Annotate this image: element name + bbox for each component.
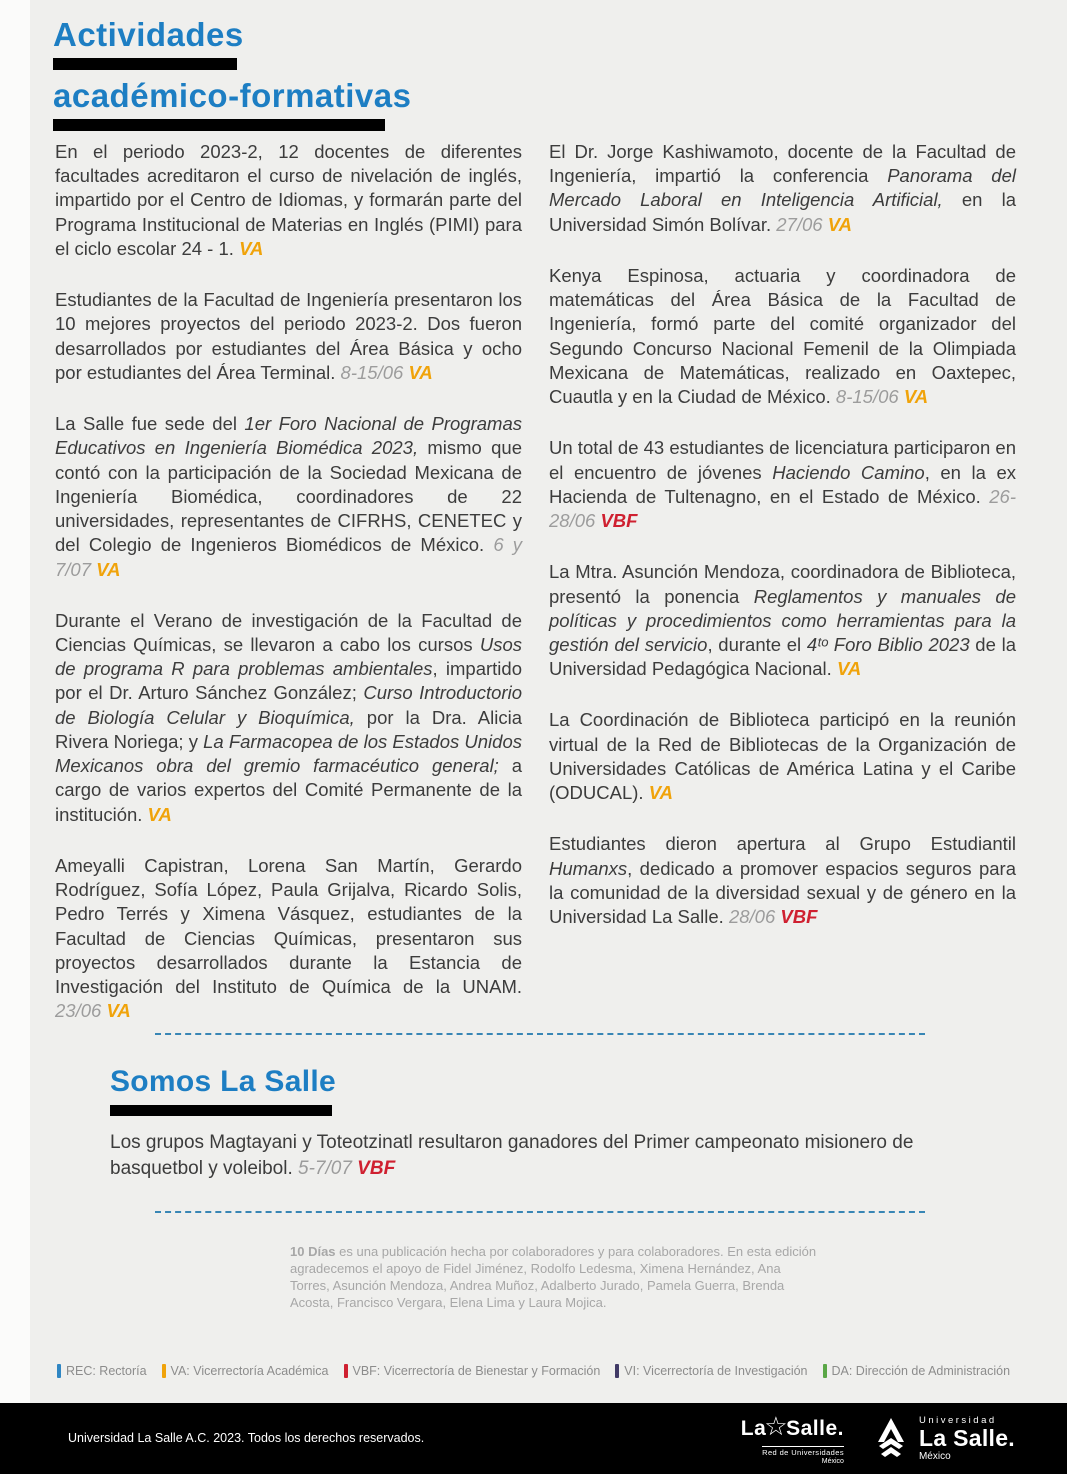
text-segment: Estudiantes dieron apertura al Grupo Estudiantil <box>549 833 1016 855</box>
text-segment: Haciendo Camino <box>772 461 925 483</box>
text-segment: Durante el Verano de investigación de la Facultad de Ciencias Químicas, se llevaron a cabo los cursos <box>55 609 522 655</box>
page-title-line1: Actividades <box>53 16 244 53</box>
date-label: 23/06 <box>55 1000 107 1022</box>
logo-text: Salle. <box>786 1416 844 1440</box>
section-header-actividades <box>53 18 411 131</box>
article-paragraph <box>549 264 1016 409</box>
article-paragraph <box>55 854 522 1024</box>
legend-label: REC: Rectoría <box>65 1364 147 1378</box>
legend-label: VI: Vicerrectoría de Investigación <box>624 1364 808 1378</box>
date-label: 26-28/06 <box>549 485 1016 532</box>
logo-subtitle: Red de Universidades <box>762 1448 844 1457</box>
text-segment: Los grupos Magtayani y Toteotzinatl resultaron ganadores del Primer campeonato misionero de basquetbol y voleibol. <box>110 1132 914 1179</box>
text-segment: 1er Foro Nacional de Programas Educativos en Ingeniería Biomédica 2023, <box>55 413 522 459</box>
legend-color-bar <box>344 1364 348 1378</box>
logo-text: México <box>918 1451 951 1463</box>
copyright-text: Universidad La Salle A.C. 2023. Todos los derechos reservados. <box>68 1431 425 1445</box>
article-paragraph <box>55 412 522 582</box>
org-code: VBF <box>357 1157 396 1179</box>
article-paragraph <box>549 560 1016 681</box>
universidad-lasalle-logo <box>870 1416 1015 1463</box>
page-edge-strip <box>0 0 30 1403</box>
credits-paragraph <box>290 1243 818 1312</box>
article-column-right <box>549 140 1016 1051</box>
text-segment: La Salle fue sede del <box>55 413 245 435</box>
lasalle-network-wordmark <box>741 1413 844 1444</box>
text-segment: en la Universidad Simón Bolívar. <box>549 189 1016 235</box>
text-segment: Estudiantes de la Facultad de Ingeniería presentaron los 10 mejores proyectos del periodo 2023-2. Dos fueron desarrollados por estudiantes del Área Básica y ocho por estudiantes del Área Terminal. <box>55 289 522 383</box>
text-segment: El Dr. Jorge Kashiwamoto, docente de la Facultad de Ingeniería, impartió la conferencia <box>549 141 1016 187</box>
text-segment: Curso Introductorio de Biología Celular y Bioquímica, <box>55 682 522 728</box>
title-underline-bar <box>53 58 237 70</box>
dashed-divider <box>155 1033 925 1035</box>
section-title-underline-bar <box>110 1105 332 1116</box>
org-code: VA <box>96 558 121 580</box>
article-paragraph <box>55 140 522 261</box>
text-segment: , durante el <box>707 633 807 655</box>
text-segment: Un total de 43 estudiantes de licenciatura participaron en el encuentro de jóvenes <box>549 437 1016 483</box>
footer-bar <box>0 1403 1067 1474</box>
page-title-line2: académico-formativas <box>53 77 412 114</box>
lasalle-emblem-icon <box>870 1416 912 1462</box>
dashed-divider <box>155 1211 925 1213</box>
article-paragraph <box>549 832 1016 929</box>
org-code: VA <box>648 782 674 804</box>
org-code: VA <box>903 386 929 408</box>
text-segment: En el periodo 2023-2, 12 docentes de diferentes facultades acreditaron el curso de nivelación de inglés, impartido por el Centro de Idiomas, y formarán parte del Programa Institucional de Materias en Inglés (PIMI) para el ciclo escolar 24 - 1. <box>55 141 522 259</box>
legend <box>0 1364 1067 1378</box>
date-label: 28/06 <box>728 906 781 928</box>
universidad-lasalle-wordmark <box>919 1416 1015 1463</box>
text-segment: Ameyalli Capistran, Lorena San Martín, Gerardo Rodríguez, Sofía López, Paula Grijalva, Ricardo Solis, Pedro Terrés y Ximena Vásquez, estudiantes de la Facultad de Ciencias Químicas, presentaron sus proyectos desarrollados durante la Estancia de Investigación del Instituto de Química de la UNAM. <box>55 854 522 998</box>
text-segment: Usos de programa R para problemas ambientales <box>55 633 522 680</box>
legend-item-vi <box>615 1364 807 1378</box>
article-column-left <box>55 140 522 1051</box>
date-label: 27/06 <box>776 213 828 235</box>
legend-color-bar <box>162 1364 166 1378</box>
logo-text: La Salle. <box>918 1425 1015 1452</box>
text-segment: 10 Días <box>290 1244 336 1259</box>
article-columns <box>55 140 1017 1051</box>
article-paragraph <box>549 708 1016 805</box>
date-label: 5-7/07 <box>298 1157 358 1179</box>
logo-text: Universidad <box>918 1414 997 1426</box>
date-label: 8-15/06 <box>340 361 409 383</box>
legend-item-da <box>823 1364 1011 1378</box>
text-segment: por la Dra. Alicia Rivera Noriega; y <box>55 706 522 752</box>
text-segment: La Farmacopea de los Estados Unidos Mexicanos obra del gremio farmacéutico general; <box>55 730 522 777</box>
section-title-somos: Somos La Salle <box>110 1065 336 1098</box>
org-code: VA <box>239 237 264 259</box>
logo-text: La <box>740 1416 767 1440</box>
text-segment: , impartido por el Dr. Arturo Sánchez González; <box>55 658 522 704</box>
article-paragraph <box>55 609 522 827</box>
star-icon: ☆ <box>764 1411 789 1441</box>
article-paragraph <box>55 288 522 385</box>
legend-label: VA: Vicerrectoría Académica <box>170 1364 329 1378</box>
text-segment: , dedicado a promover espacios seguros para la comunidad de la diversidad sexual y de género en la Universidad La Salle. <box>549 857 1016 928</box>
text-segment: La Mtra. Asunción Mendoza, coordinadora de Biblioteca, presentó la ponencia <box>549 561 1016 607</box>
article-paragraph <box>549 140 1016 237</box>
text-segment: es una publicación hecha por colaboradores y para colaboradores. En esta edición agradecemos el apoyo de Fidel Jiménez, Rodolfo Ledesma, Ximena Hernández, Ana Torres, Asunción Mendoza, Andrea Muñoz, Adalberto Jurado, Pamela Guerra, Brenda Acosta, Francisco Vergara, Elena Lima y Laura Mojica. <box>290 1244 817 1311</box>
legend-label: VBF: Vicerrectoría de Bienestar y Formación <box>352 1364 601 1378</box>
org-code: VA <box>147 803 172 825</box>
lasalle-network-logo <box>741 1413 844 1465</box>
date-label: 8-15/06 <box>835 386 904 408</box>
title-underline-bar <box>53 119 385 131</box>
logo-subtitle: México <box>821 1458 844 1465</box>
somos-paragraph <box>110 1130 972 1181</box>
legend-item-rec <box>57 1364 147 1378</box>
org-code: VA <box>106 1000 131 1022</box>
text-segment: a cargo de varios expertos del Comité Permanente de la institución. <box>55 755 522 825</box>
org-code: VBF <box>600 510 638 532</box>
footer-logos <box>741 1413 1015 1465</box>
legend-label: DA: Dirección de Administración <box>831 1364 1011 1378</box>
text-segment: La Coordinación de Biblioteca participó en la reunión virtual de la Red de Bibliotecas de la Organización de Universidades Católicas de América Latina y el Caribe (ODUCAL). <box>549 709 1016 804</box>
text-segment: mismo que contó con la participación de la Sociedad Mexicana de Ingeniería Biomédica, coordinadores de 22 universidades, representantes de CIFRHS, CENETEC y del Colegio de Ingenieros Biomédicos de México. <box>55 437 522 556</box>
org-code: VA <box>836 658 862 680</box>
text-segment: Reglamentos y manuales de políticas y procedimientos como herramientas para la gestión del servicio <box>549 585 1016 655</box>
legend-color-bar <box>57 1364 61 1378</box>
text-segment: 4ᵗᵒ Foro Biblio 2023 <box>806 633 970 655</box>
text-segment: Panorama del Mercado Laboral en Inteligencia Artificial, <box>549 165 1016 211</box>
article-paragraph <box>549 436 1016 533</box>
text-segment: Kenya Espinosa, actuaria y coordinadora de matemáticas del Área Básica de la Facultad de Ingeniería, formó parte del comité organizador del Segundo Concurso Nacional Femenil de la Olimpiada Mexicana de Matemáticas, realizado en Oaxtepec, Cuautla y en la Ciudad de México. <box>549 264 1016 408</box>
org-code: VA <box>827 213 853 235</box>
legend-item-vbf <box>344 1364 601 1378</box>
text-segment: , en la ex Hacienda de Tultenagno, en el Estado de México. <box>549 461 1016 507</box>
text-segment: de la Universidad Pedagógica Nacional. <box>549 633 1016 680</box>
legend-item-va <box>162 1364 329 1378</box>
legend-color-bar <box>823 1364 827 1378</box>
org-code: VBF <box>780 906 818 928</box>
date-label: 6 y 7/07 <box>55 534 522 580</box>
legend-color-bar <box>615 1364 619 1378</box>
org-code: VA <box>408 361 433 383</box>
text-segment: Humanxs <box>549 857 628 879</box>
